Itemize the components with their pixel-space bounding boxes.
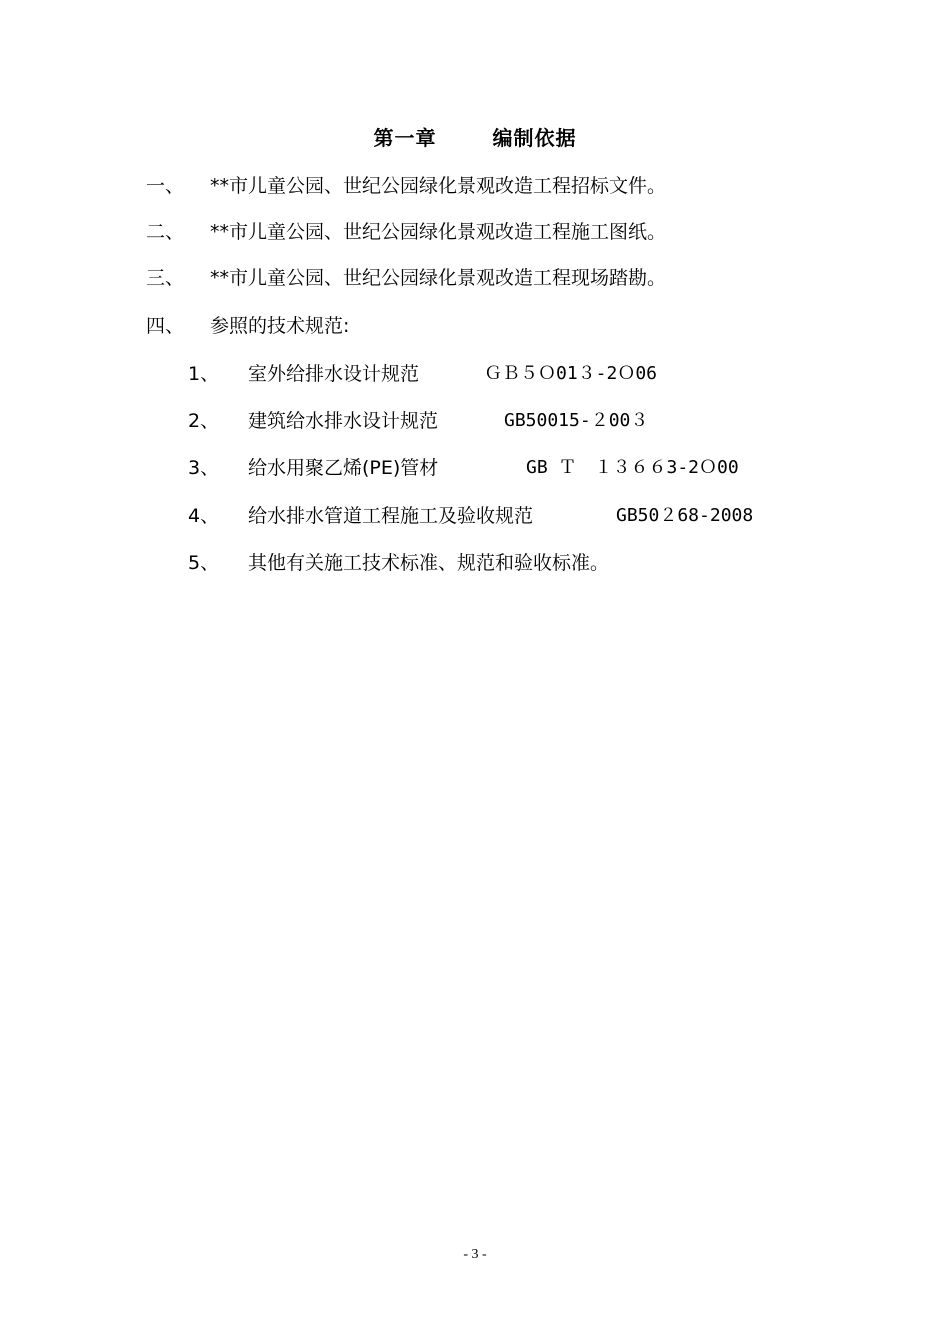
standard-code: GB50２68-2008: [616, 505, 754, 526]
standard-name: 室外给排水设计规范: [248, 363, 420, 385]
standard-code: GB50015-２00３: [504, 410, 649, 431]
section-number: 二、: [146, 221, 185, 243]
standard-number: 1、: [188, 363, 220, 385]
standard-number: 4、: [188, 505, 220, 527]
section-text: 参照的技术规范:: [210, 315, 350, 337]
standard-name: 建筑给水排水设计规范: [248, 410, 439, 432]
chapter-heading: [0, 122, 950, 151]
standard-name: 给水排水管道工程施工及验收规范: [248, 505, 534, 527]
standard-number: 5、: [188, 552, 220, 574]
section-text: **市儿童公园、世纪公园绿化景观改造工程现场踏勘。: [210, 267, 667, 289]
standard-name: 给水用聚乙烯(PE)管材: [248, 457, 439, 479]
section-text: **市儿童公园、世纪公园绿化景观改造工程施工图纸。: [210, 221, 667, 243]
standard-name: 其他有关施工技术标准、规范和验收标准。: [248, 552, 610, 574]
section-text: **市儿童公园、世纪公园绿化景观改造工程招标文件。: [210, 175, 667, 197]
page-number: - 3 -: [463, 1247, 487, 1262]
chapter-title: 编制依据: [492, 126, 577, 150]
section-number: 四、: [146, 315, 185, 337]
section-number: 一、: [146, 175, 185, 197]
standard-number: 2、: [188, 410, 220, 432]
section-number: 三、: [146, 267, 185, 289]
standard-number: 3、: [188, 457, 220, 479]
standard-code: GB Ｔ １３６６3-2Ｏ00: [526, 457, 739, 478]
chapter-number: 第一章: [373, 126, 437, 150]
standard-code: ＧＢ５Ｏ01３-2Ｏ06: [484, 363, 658, 384]
